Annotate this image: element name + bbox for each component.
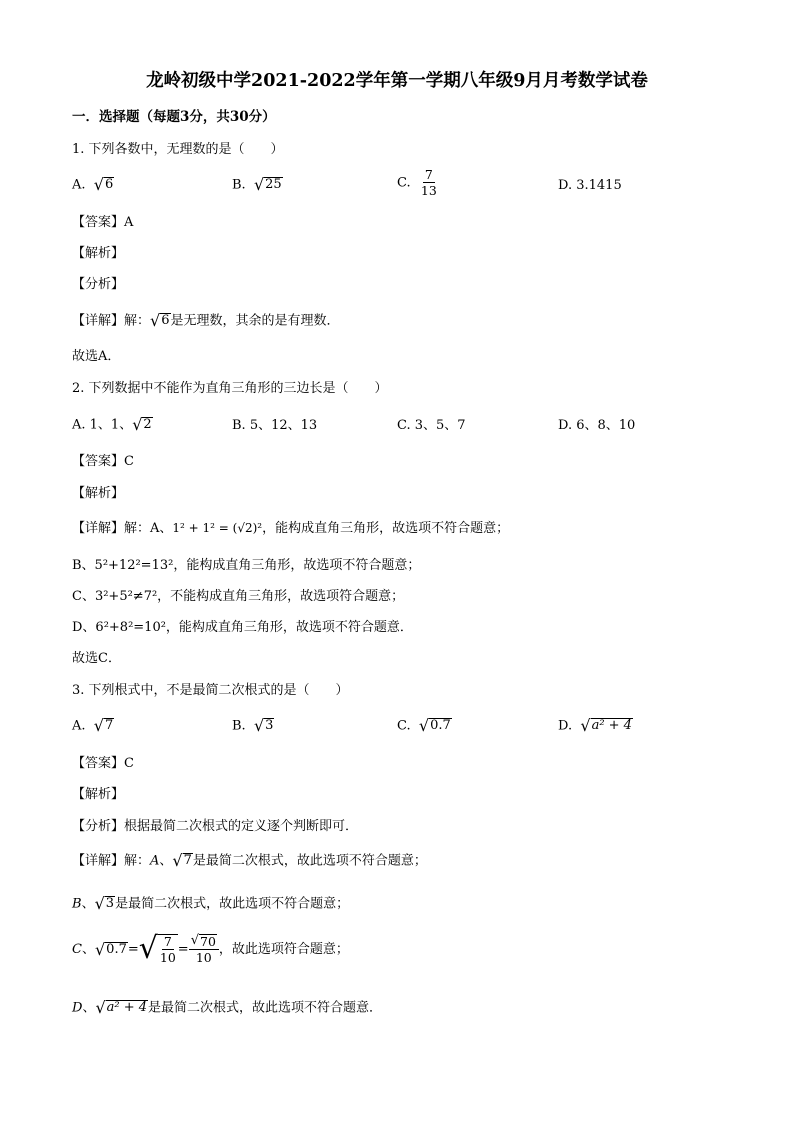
q3-detail-c: C、 √ 0.7 = √ $\frac{7}{10}$ = √ 70 10 ，故此选项符合题意； bbox=[72, 931, 349, 966]
section-heading: 一．选择题（每题3分，共30分） bbox=[72, 109, 276, 125]
q3-fenxi: 【分析】根据最简二次根式的定义逐个判断即可． bbox=[72, 819, 359, 834]
q2-line-d: D、6²+8²=10²，能构成直角三角形，故选项不符合题意． bbox=[72, 620, 413, 635]
q3-answer: 【答案】C bbox=[72, 756, 134, 771]
q1-analysis: 【解析】 bbox=[72, 246, 125, 261]
q2-option-c: C. 3、5、7 bbox=[397, 418, 466, 433]
q2-stem: 2. 下列数据中不能作为直角三角形的三边长是（ ） bbox=[72, 381, 388, 396]
page-title: 龙岭初级中学2021-2022学年第一学期八年级9月月考数学试卷 bbox=[146, 71, 648, 91]
q1-option-d: D. 3.1415 bbox=[558, 178, 622, 193]
q1-answer: 【答案】A bbox=[72, 215, 134, 230]
q1-option-a: A. √ 6 bbox=[72, 175, 114, 194]
q1-detail: 【详解】解： √ 6 是无理数，其余的是有理数． bbox=[72, 311, 340, 330]
q1-fenxi: 【分析】 bbox=[72, 277, 125, 292]
q2-detail: 【详解】解：A、1² + 1² = (√2)²，能构成直角三角形，故选项不符合题意； bbox=[72, 521, 510, 536]
q1-option-b: B. √ 25 bbox=[232, 175, 282, 194]
q2-option-a: A. 1、1、 √ 2 bbox=[72, 415, 152, 434]
q2-conclusion: 故选C． bbox=[72, 651, 121, 666]
q3-option-b: B. √ 3 bbox=[232, 716, 274, 735]
q3-detail-d: D、 √ a² + 4 是最简二次根式，故此选项不符合题意． bbox=[72, 998, 383, 1017]
q3-analysis: 【解析】 bbox=[72, 787, 125, 802]
q2-line-b: B、5²+12²=13²，能构成直角三角形，故选项不符合题意； bbox=[72, 558, 421, 573]
q3-detail-a: 【详解】解：A、 √ 7 是最简二次根式，故此选项不符合题意； bbox=[72, 851, 427, 870]
q2-answer: 【答案】C bbox=[72, 454, 134, 469]
q2-option-d: D. 6、8、10 bbox=[558, 418, 636, 433]
q2-line-c: C、3²+5²≠7²，不能构成直角三角形，故选项符合题意； bbox=[72, 589, 405, 604]
q3-detail-b: B、 √ 3 是最简二次根式，故此选项不符合题意； bbox=[72, 894, 350, 913]
q1-conclusion: 故选A． bbox=[72, 349, 121, 364]
q2-option-b: B. 5、12、13 bbox=[232, 418, 318, 433]
radical: √ 6 bbox=[93, 175, 114, 194]
radical: √ 25 bbox=[253, 175, 282, 194]
q1-option-c: C. $\frac{7}{13}$ bbox=[397, 167, 437, 199]
fraction: $\frac{7}{13}$ bbox=[420, 167, 437, 199]
q3-option-a: A. √ 7 bbox=[72, 716, 114, 735]
q3-stem: 3. 下列根式中，不是最简二次根式的是（ ） bbox=[72, 683, 349, 698]
q3-option-d: D. √ a² + 4 bbox=[558, 716, 632, 735]
q2-analysis: 【解析】 bbox=[72, 486, 125, 501]
q3-option-c: C. √ 0.7 bbox=[397, 716, 451, 735]
q1-stem: 1. 下列各数中，无理数的是（ ） bbox=[72, 142, 284, 157]
